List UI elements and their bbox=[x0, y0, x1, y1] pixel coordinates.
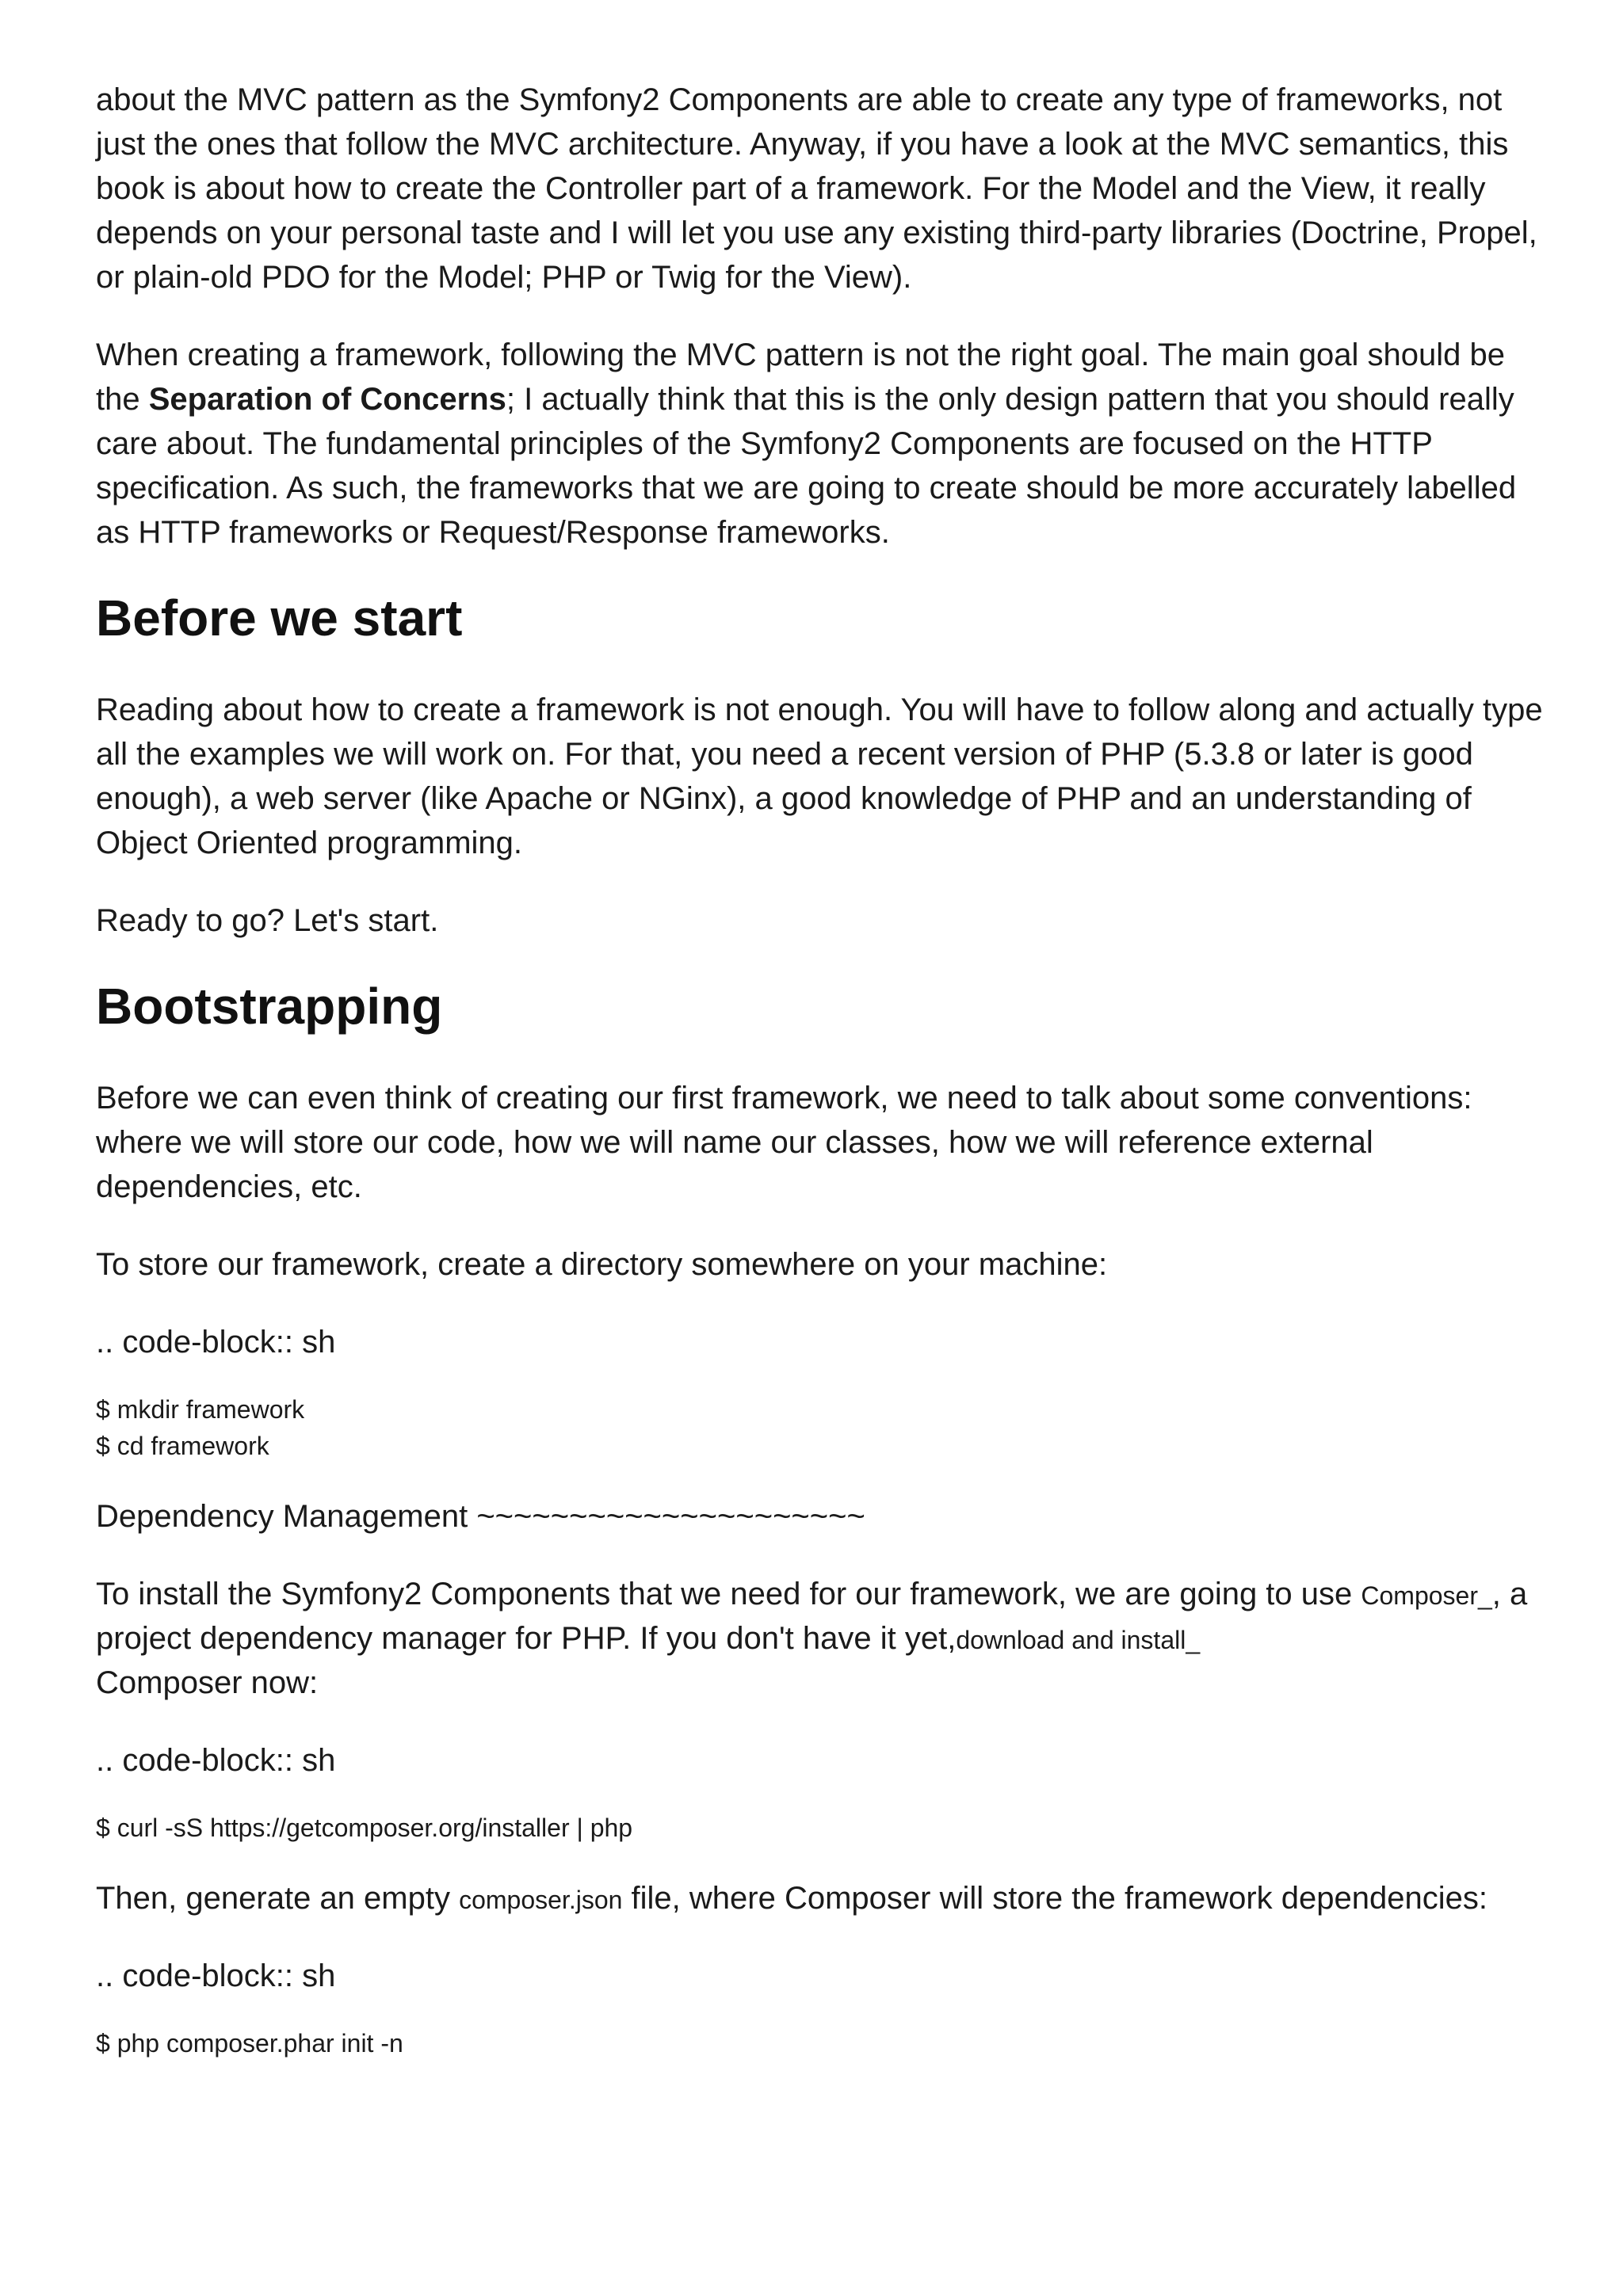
separation-of-concerns-bold: Separation of Concerns bbox=[148, 382, 506, 417]
intro-paragraph-2-text-a: When creating a framework, following the MVC pattern is not the right goal. The main goal should be the bbox=[96, 338, 1505, 417]
download-and-install-link[interactable]: download and install_ bbox=[956, 1626, 1201, 1654]
composer-json-text-a: Then, generate an empty bbox=[96, 1881, 460, 1916]
intro-paragraph-1: about the MVC pattern as the Symfony2 Components are able to create any type of frameworks, not just the ones that follow the MVC architecture. Anyway, if you have a look at the MVC semantics, this book is about how to create the Controller part of a framework. For the Model and the View, it really depends on your personal taste and I will let you use any existing third-party libraries (Doctrine, Propel, or plain-old PDO for the Model; PHP or Twig for the View). bbox=[96, 82, 1537, 295]
dependency-management-heading: Dependency Management ~~~~~~~~~~~~~~~~~~~~~ bbox=[96, 1499, 865, 1534]
before-paragraph-1: Reading about how to create a framework is not enough. You will have to follow along and actually type all the examples we will work on. For that, you need a recent version of PHP (5.3.8 or later is good enough), a web server (like Apache or NGinx), a good knowledge of PHP and an understanding of Object Oriented programming. bbox=[96, 692, 1543, 860]
intro-paragraph-2-text-b: ; I actually think that this is the only design pattern that you should really care about. The fundamental principles of the Symfony2 Components are focused on the HTTP specification. As such, the frameworks that we are going to create should be more accurately labelled as HTTP frameworks or Request/Response frameworks. bbox=[96, 382, 1517, 550]
heading-bootstrapping: Bootstrapping bbox=[96, 978, 443, 1035]
composer-json-inline-code: composer.json bbox=[459, 1886, 623, 1914]
composer-json-paragraph bbox=[96, 1876, 1546, 1920]
code-block-mkdir: $ mkdir framework $ cd framework bbox=[96, 1395, 305, 1460]
bootstrapping-paragraph-2: To store our framework, create a directory somewhere on your machine: bbox=[96, 1247, 1108, 1282]
composer-link[interactable]: Composer_ bbox=[1361, 1581, 1492, 1610]
install-text-a: To install the Symfony2 Components that we need for our framework, we are going to use bbox=[96, 1577, 1361, 1611]
code-block-directive-3: .. code-block:: sh bbox=[96, 1958, 336, 1993]
document-page bbox=[96, 78, 1546, 2092]
install-text-c: Composer now: bbox=[96, 1665, 319, 1700]
composer-json-text-b: file, where Composer will store the framework dependencies: bbox=[622, 1881, 1488, 1916]
bootstrapping-paragraph-1: Before we can even think of creating our first framework, we need to talk about some conventions: where we will store our code, how we will name our classes, how we will reference external dependencies, etc. bbox=[96, 1081, 1472, 1204]
code-block-composer-init: $ php composer.phar init -n bbox=[96, 2029, 403, 2058]
intro-paragraph-2 bbox=[96, 333, 1546, 555]
before-paragraph-2: Ready to go? Let's start. bbox=[96, 903, 439, 938]
code-block-curl: $ curl -sS https://getcomposer.org/installer | php bbox=[96, 1814, 633, 1842]
heading-before-we-start: Before we start bbox=[96, 589, 463, 646]
code-block-directive-1: .. code-block:: sh bbox=[96, 1325, 336, 1360]
code-block-directive-2: .. code-block:: sh bbox=[96, 1743, 336, 1778]
install-text-b: , a project dependency manager for PHP. If you don't have it yet, bbox=[96, 1577, 1528, 1656]
install-paragraph bbox=[96, 1572, 1546, 1705]
